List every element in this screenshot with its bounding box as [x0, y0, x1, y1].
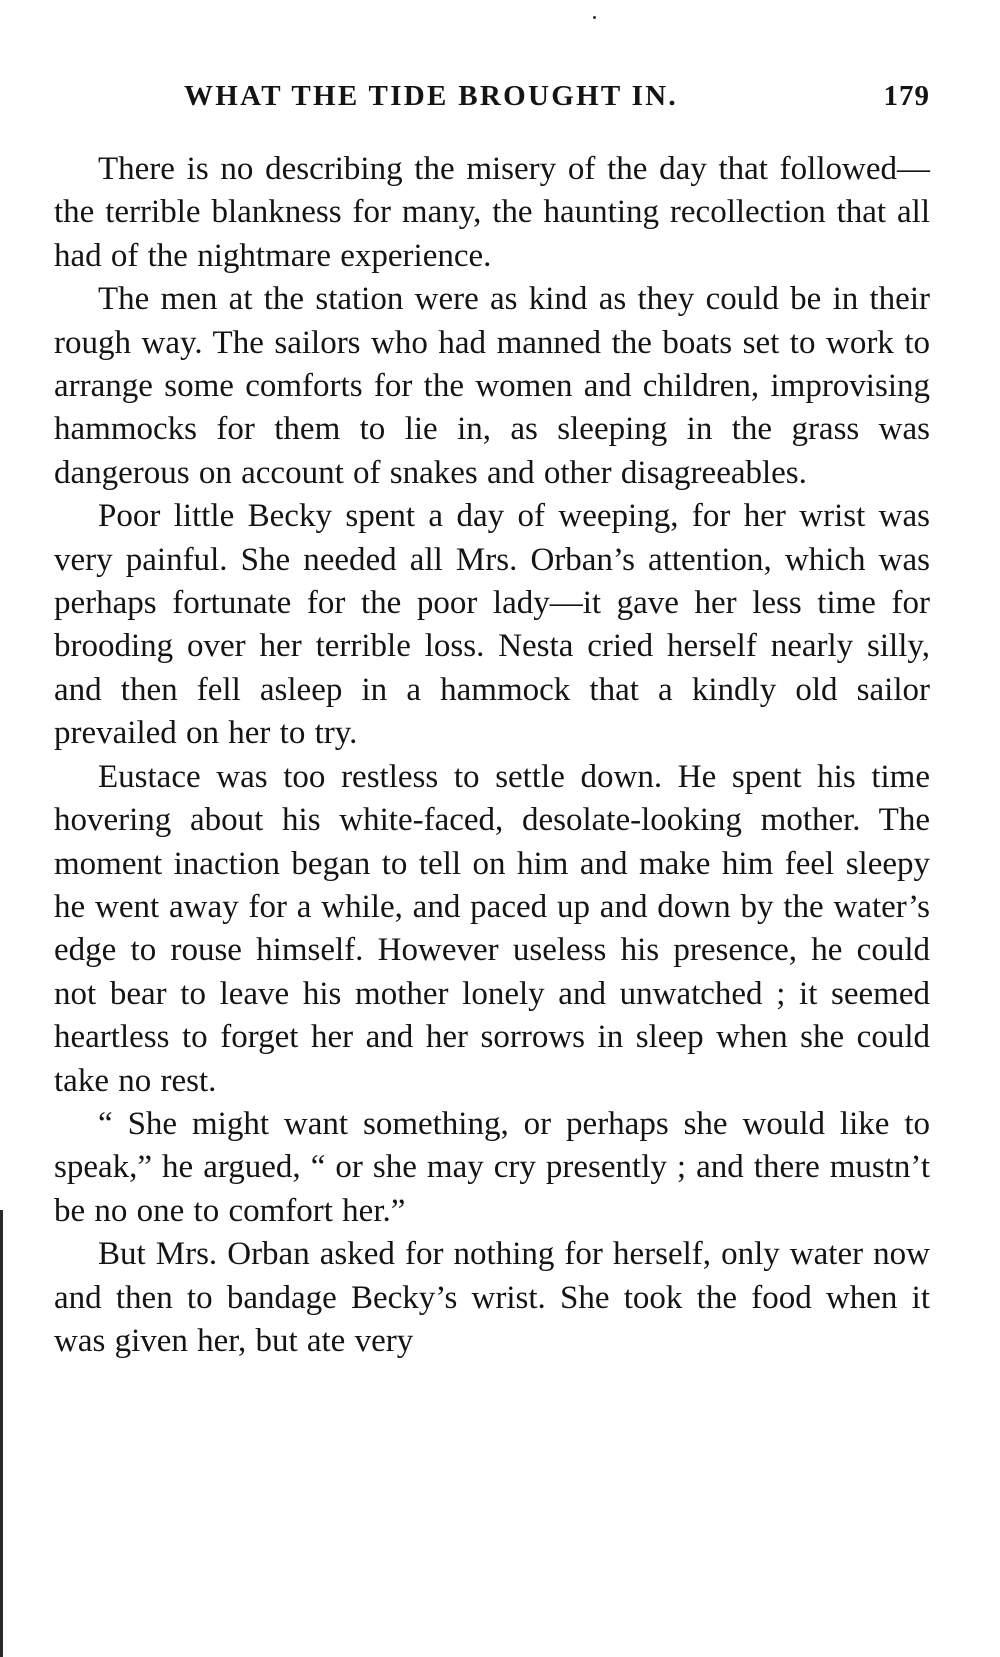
page-edge-shadow	[0, 1210, 3, 1657]
paragraph: Eustace was too restless to settle down. He spent his time hovering about his white-faced, desolate-looking mother. The moment inaction began to tell on him and make him feel sleepy he went away for a while, and paced up and down by the water’s edge to rouse himself. However useless his presence, he could not bear to leave his mother lonely and unwatched ; it seemed heartless to forget her and her sorrows in sleep when she could take no rest.	[54, 758, 930, 1099]
running-head	[54, 76, 930, 120]
running-title: WHAT THE TIDE BROUGHT IN.	[184, 80, 678, 112]
page-number: 179	[883, 80, 930, 112]
paragraph: But Mrs. Orban asked for nothing for herself, only water now and then to bandage Becky’s wrist. She took the food when it was given her, but ate very	[54, 1236, 930, 1359]
paragraph: “ She might want something, or perhaps she would like to speak,” he argued, “ or she may cry presently ; and there mustn’t be no one to comfort her.”	[54, 1105, 930, 1229]
paragraph: The men at the station were as kind as they could be in their rough way. The sailors who had manned the boats set to work to arrange some comforts for the women and children, improvising hammocks for them to lie in, as sleeping in the grass was dangerous on account of snakes and other disagreeables.	[54, 281, 930, 491]
paragraph: There is no describing the misery of the day that followed—the terrible blankness for many, the haunting recollection that all had of the nightmare experience.	[54, 151, 930, 274]
paragraph: Poor little Becky spent a day of weeping, for her wrist was very painful. She needed all Mrs. Orban’s attention, which was perhaps fortunate for the poor lady—it gave her less time for brooding over her terrible loss. Nesta cried herself nearly silly, and then fell asleep in a hammock that a kindly old sailor prevailed on her to try.	[54, 498, 930, 752]
ink-speck	[593, 16, 596, 19]
body-text	[54, 148, 930, 1363]
